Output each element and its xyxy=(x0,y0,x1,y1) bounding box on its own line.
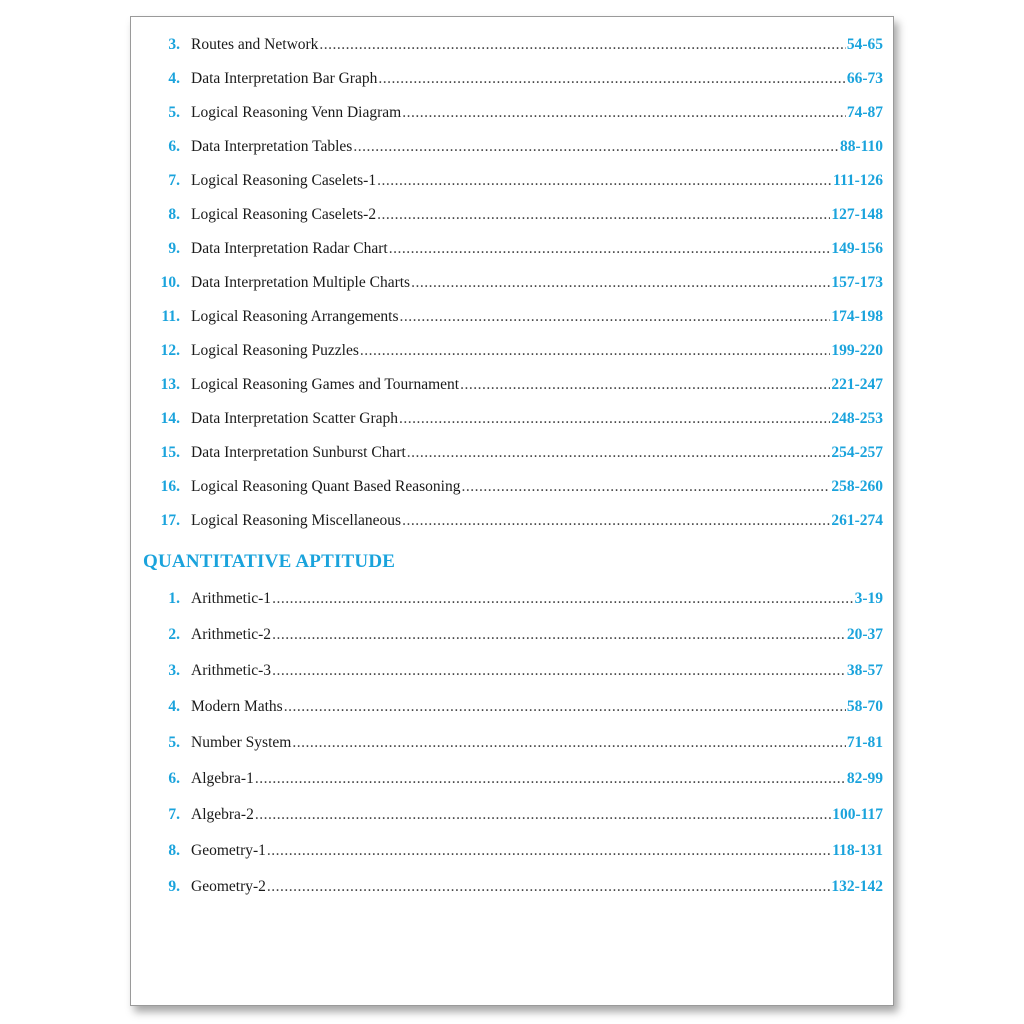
dot-leader xyxy=(378,69,845,89)
dot-leader xyxy=(272,625,846,645)
entry-pages: 54-65 xyxy=(846,36,883,53)
entry-pages: 20-37 xyxy=(846,626,883,643)
entry-title: Routes and Network xyxy=(191,36,319,53)
entry-number: 17. xyxy=(160,512,180,529)
dot-leader xyxy=(399,307,830,327)
entry-title: Data Interpretation Sunburst Chart xyxy=(191,444,406,461)
toc-entry[interactable] xyxy=(154,35,883,55)
entry-title: Logical Reasoning Venn Diagram xyxy=(191,104,402,121)
toc-entry[interactable] xyxy=(154,273,883,293)
toc-entry[interactable] xyxy=(154,307,883,327)
dot-leader xyxy=(402,103,846,123)
entry-number: 7. xyxy=(168,172,180,189)
entry-number: 14. xyxy=(160,410,180,427)
entry-number: 10. xyxy=(160,274,180,291)
entry-number: 12. xyxy=(160,342,180,359)
entry-number: 6. xyxy=(168,138,180,155)
dot-leader xyxy=(284,697,846,717)
entry-number: 13. xyxy=(160,376,180,393)
entry-title: Logical Reasoning Caselets-1 xyxy=(191,172,377,189)
entry-pages: 58-70 xyxy=(846,698,883,715)
toc-entry[interactable] xyxy=(154,137,883,157)
dot-leader xyxy=(267,841,831,861)
dot-leader xyxy=(389,239,831,259)
toc-entry[interactable] xyxy=(154,375,883,395)
entry-pages: 127-148 xyxy=(831,206,883,223)
entry-pages: 199-220 xyxy=(831,342,883,359)
entry-title: Data Interpretation Scatter Graph xyxy=(191,410,399,427)
dot-leader xyxy=(255,805,831,825)
entry-pages: 157-173 xyxy=(831,274,883,291)
entry-title: Number System xyxy=(191,734,292,751)
dot-leader xyxy=(272,661,846,681)
entry-number: 9. xyxy=(168,240,180,257)
entry-pages: 38-57 xyxy=(846,662,883,679)
entry-number: 4. xyxy=(168,70,180,87)
dot-leader xyxy=(292,733,846,753)
entry-title: Algebra-1 xyxy=(191,770,254,787)
entry-number: 9. xyxy=(168,878,180,895)
dot-leader xyxy=(319,35,845,55)
toc-entry[interactable] xyxy=(154,805,883,825)
toc-entry[interactable] xyxy=(154,443,883,463)
entry-title: Data Interpretation Radar Chart xyxy=(191,240,388,257)
entry-title: Logical Reasoning Quant Based Reasoning xyxy=(191,478,461,495)
toc-entry[interactable] xyxy=(154,697,883,717)
entry-title: Arithmetic-1 xyxy=(191,590,272,607)
entry-pages: 100-117 xyxy=(832,806,883,823)
toc-entry[interactable] xyxy=(154,171,883,191)
toc-entry[interactable] xyxy=(154,733,883,753)
entry-number: 1. xyxy=(168,590,180,607)
entry-number: 7. xyxy=(168,806,180,823)
entry-pages: 149-156 xyxy=(831,240,883,257)
toc-entry[interactable] xyxy=(154,625,883,645)
toc-entry[interactable] xyxy=(154,841,883,861)
toc-entry[interactable] xyxy=(154,69,883,89)
entry-pages: 111-126 xyxy=(833,172,883,189)
entry-title: Modern Maths xyxy=(191,698,283,715)
entry-number: 5. xyxy=(168,104,180,121)
entry-pages: 66-73 xyxy=(846,70,883,87)
toc-entry[interactable] xyxy=(154,341,883,361)
toc-entry[interactable] xyxy=(154,589,883,609)
entry-pages: 174-198 xyxy=(831,308,883,325)
toc-entry[interactable] xyxy=(154,769,883,789)
entry-number: 4. xyxy=(168,698,180,715)
entry-number: 3. xyxy=(168,36,180,53)
entry-title: Logical Reasoning Arrangements xyxy=(191,308,399,325)
entry-number: 8. xyxy=(168,842,180,859)
entry-title: Logical Reasoning Games and Tournament xyxy=(191,376,460,393)
entry-number: 5. xyxy=(168,734,180,751)
toc-entry[interactable] xyxy=(154,511,883,531)
dot-leader xyxy=(461,477,830,497)
dot-leader xyxy=(255,769,846,789)
entry-pages: 248-253 xyxy=(831,410,883,427)
entry-number: 6. xyxy=(168,770,180,787)
dot-leader xyxy=(272,589,854,609)
entry-pages: 261-274 xyxy=(831,512,883,529)
dot-leader xyxy=(360,341,830,361)
entry-pages: 118-131 xyxy=(832,842,883,859)
entry-pages: 74-87 xyxy=(846,104,883,121)
dot-leader xyxy=(377,171,832,191)
entry-title: Logical Reasoning Caselets-2 xyxy=(191,206,377,223)
entry-title: Logical Reasoning Puzzles xyxy=(191,342,359,359)
entry-pages: 3-19 xyxy=(854,590,883,607)
entry-number: 3. xyxy=(168,662,180,679)
toc-entry[interactable] xyxy=(154,205,883,225)
entry-pages: 71-81 xyxy=(846,734,883,751)
entry-title: Arithmetic-3 xyxy=(191,662,272,679)
entry-pages: 82-99 xyxy=(846,770,883,787)
entry-number: 8. xyxy=(168,206,180,223)
entry-title: Logical Reasoning Miscellaneous xyxy=(191,512,402,529)
dot-leader xyxy=(407,443,831,463)
entry-title: Algebra-2 xyxy=(191,806,254,823)
toc-entry[interactable] xyxy=(154,661,883,681)
dot-leader xyxy=(399,409,830,429)
entry-title: Geometry-1 xyxy=(191,842,266,859)
entry-number: 11. xyxy=(161,308,180,325)
dot-leader xyxy=(267,877,830,897)
toc-entry[interactable] xyxy=(154,409,883,429)
section-heading: QUANTITATIVE APTITUDE xyxy=(143,551,396,572)
dot-leader xyxy=(402,511,830,531)
toc-entry[interactable] xyxy=(154,477,883,497)
entry-title: Data Interpretation Tables xyxy=(191,138,353,155)
dot-leader xyxy=(460,375,830,395)
entry-pages: 132-142 xyxy=(831,878,883,895)
toc-entry[interactable] xyxy=(154,103,883,123)
entry-title: Data Interpretation Bar Graph xyxy=(191,70,378,87)
entry-pages: 258-260 xyxy=(831,478,883,495)
entry-pages: 88-110 xyxy=(839,138,883,155)
toc-entry[interactable] xyxy=(154,239,883,259)
toc-entry[interactable] xyxy=(154,877,883,897)
entry-title: Geometry-2 xyxy=(191,878,266,895)
dot-leader xyxy=(353,137,839,157)
entry-number: 16. xyxy=(160,478,180,495)
entry-number: 2. xyxy=(168,626,180,643)
entry-pages: 254-257 xyxy=(831,444,883,461)
dot-leader xyxy=(411,273,830,293)
entry-pages: 221-247 xyxy=(831,376,883,393)
entry-number: 15. xyxy=(160,444,180,461)
dot-leader xyxy=(377,205,830,225)
entry-title: Arithmetic-2 xyxy=(191,626,272,643)
entry-title: Data Interpretation Multiple Charts xyxy=(191,274,411,291)
